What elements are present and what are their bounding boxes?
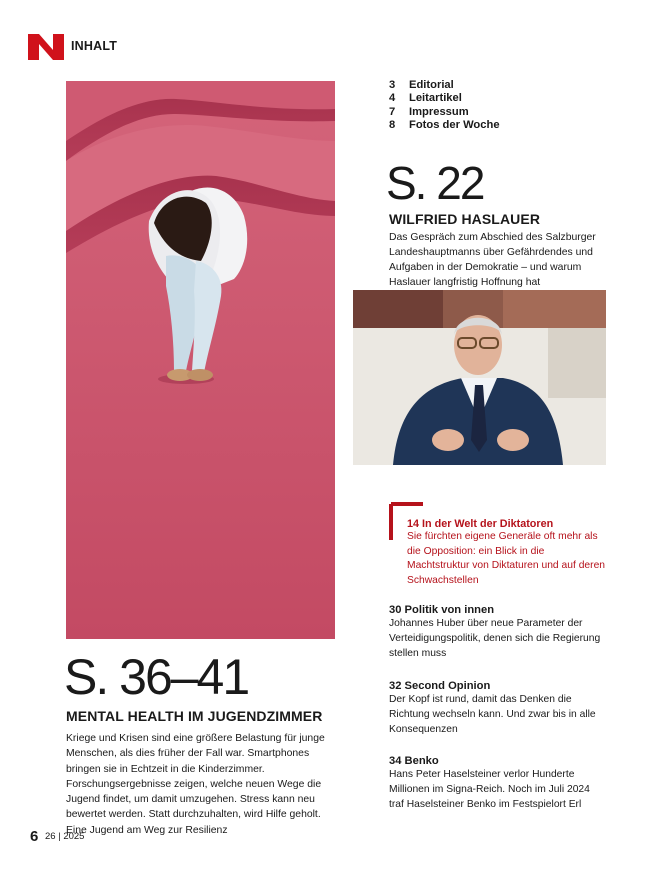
- politik-title: 30 Politik von innen: [389, 604, 495, 616]
- page-number: 6: [30, 828, 39, 845]
- photo-haslauer: [353, 290, 606, 465]
- haslauer-teaser: Das Gespräch zum Abschied des Salzburger Landeshauptmanns über Gefährdendes und Aufgaben in der Demokratie – und warum Haslauer langfristig Hoffnung hat: [389, 232, 596, 288]
- toc-item[interactable]: [389, 79, 500, 92]
- diktatoren-teaser: Sie fürchten eigene Generäle oft mehr als die Opposition: ein Blick in die Machtstruktur von Diktaturen und auf deren Schwachstellen: [407, 531, 606, 586]
- second-opinion-teaser: Der Kopf ist rund, damit das Denken die Richtung wechseln kann. Und zwar bis in alle Konsequenzen: [389, 694, 596, 735]
- n-logo-icon: [28, 34, 64, 60]
- toc-list: [389, 79, 500, 132]
- haslauer-title: WILFRIED HASLAUER: [389, 211, 541, 227]
- page-ref-mental-health: S. 36–41: [64, 649, 249, 705]
- page-ref-haslauer: S. 22: [386, 157, 484, 209]
- mental-health-title: MENTAL HEALTH IM JUGENDZIMMER: [66, 708, 323, 724]
- toc-page-number: 3: [389, 79, 396, 91]
- toc-label: Impressum: [409, 105, 469, 118]
- toc-label: Editorial: [409, 79, 454, 91]
- toc-page-number: 4: [389, 92, 396, 105]
- toc-label: Fotos der Woche: [409, 118, 500, 131]
- benko-teaser: Hans Peter Haselsteiner verlor Hunderte Millionen im Signa-Reich. Noch im Juli 2024 traf Haselsteiner Benko im Festspielort Erl: [389, 769, 590, 810]
- section-label: INHALT: [71, 39, 118, 53]
- toc-label: Leitartikel: [409, 92, 462, 105]
- toc-item[interactable]: [389, 119, 500, 132]
- toc-page-number: 7: [389, 105, 396, 118]
- toc-item[interactable]: [389, 92, 500, 105]
- second-opinion-title: 32 Second Opinion: [389, 680, 491, 692]
- photo-girl-on-carpet: [66, 81, 335, 639]
- politik-teaser: Johannes Huber über neue Parameter der Verteidigungspolitik, denen sich die Regierung stellen muss: [389, 618, 601, 659]
- issue-number: 26 | 2025: [45, 831, 85, 842]
- benko-title: 34 Benko: [389, 755, 439, 767]
- toc-item[interactable]: [389, 106, 500, 119]
- mental-health-teaser: Kriege und Krisen sind eine größere Belastung für junge Menschen, als dies früher der Fall war. Smartphones bringen sie in Echtzeit in die Kinderzimmer. Forschungsergebnisse zeigen, welche neuen Wege die Jugend findet, um damit umzugehen. Stress kann neu bewertet werden. Statt durchzuhalten, wird Hilfe geholt. Eine Jugend am Weg zur Resilienz: [66, 733, 325, 836]
- diktatoren-title: 14 In der Welt der Diktatoren: [407, 518, 554, 530]
- toc-page-number: 8: [389, 118, 396, 131]
